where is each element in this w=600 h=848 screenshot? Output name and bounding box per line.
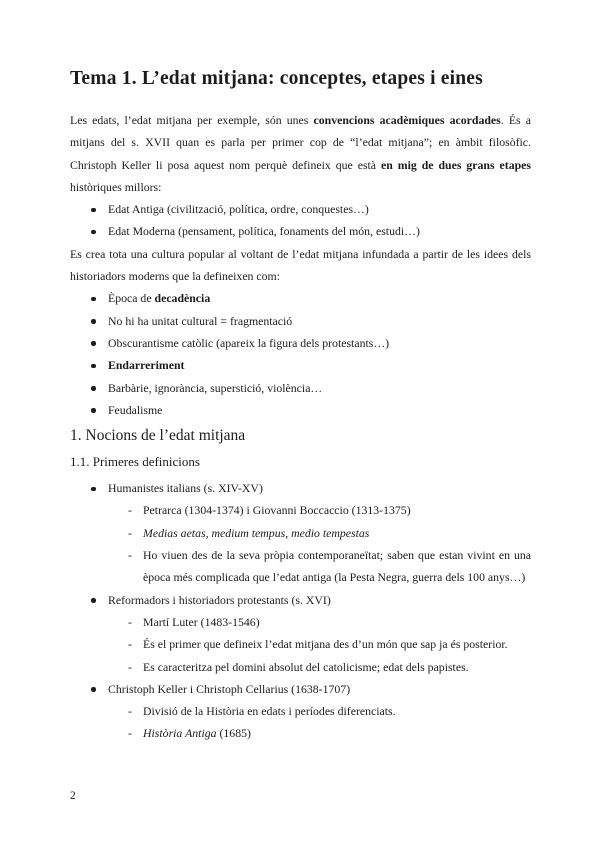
sub-item-divisio [108,700,531,722]
list-item-edat-antiga [70,198,531,220]
bullet-icon [91,364,96,369]
list-item-feudalisme [70,399,531,421]
bullet-icon [91,341,96,346]
sub-item-catolicisme [108,656,531,678]
subsection-heading: 1.1. Primeres definicions [70,454,200,470]
intro-run-bold: en mig de dues grans etapes [381,157,531,172]
bullet-icon [91,687,96,692]
list-item-text: No hi ha unitat cultural = fragmentació [108,313,293,328]
dash-icon: - [128,614,132,629]
dash-icon: - [128,548,132,563]
sub-item-text-italic: Història Antiga [143,726,217,741]
humanistes-sublist [108,499,531,588]
bullet-icon [91,386,96,391]
list-item-text: Època de [108,291,155,306]
intro-run: històriques millors: [70,179,162,194]
list-item-text: Obscurantisme catòlic (apareix la figura dels protestants…) [108,335,390,350]
list-item-text: Christoph Keller i Christoph Cellarius (1638-1707) [108,681,351,696]
list-item-text: Edat Moderna (pensament, política, fonaments del món, estudi…) [108,224,420,239]
list-item-edat-moderna [70,220,531,242]
bullet-icon [91,408,96,413]
sub-item-medias-aetas [108,522,531,544]
sub-item-text: Ho viuen des de la seva pròpia contemporaneïtat; saben que estan vivint en una època més complicada que l’edat antiga (la Pesta Negra, guerra dels 100 anys…) [143,548,531,585]
list-item-reformadors [70,589,531,678]
sub-item-text: És el primer que defineix l’edat mitjana des d’un món que sap ja és posterior. [143,637,508,652]
sub-item-historia-antiga [108,722,531,744]
sub-item-primer-defineix [108,633,531,655]
list-item-text-bold: decadència [154,291,211,306]
document-title: Tema 1. L’edat mitjana: conceptes, etapes i eines [70,68,483,89]
sub-item-text-italic: Medias aetas, medium tempus, medio tempestas [143,525,370,540]
dash-icon: - [128,525,132,540]
sub-item-petrarca [108,499,531,521]
sub-item-contemporaneitat [108,544,531,589]
list-item-text-bold: Endarreriment [108,358,185,373]
list-item-endarreriment [70,354,531,376]
bullet-icon [91,230,96,235]
list-item-text: Humanistes italians (s. XIV-XV) [108,481,263,496]
intro-run-bold: convencions acadèmiques acordades [313,113,501,127]
sub-item-text: Es caracteritza pel domini absolut del catolicisme; edat dels papistes. [143,659,469,674]
list-item-barbarie [70,377,531,399]
list-item-text: Barbàrie, ignorància, superstició, violència… [108,380,323,395]
bullet-icon [91,297,96,302]
sub-item-text: Petrarca (1304-1374) i Giovanni Boccaccio (1313-1375) [143,503,411,518]
bullet-icon [91,208,96,213]
epochs-list [70,198,531,243]
traits-list [70,287,531,421]
list-item-text: Edat Antiga (civilització, política, ordre, conquestes…) [108,202,369,217]
intro-run: Les edats, l’edat mitjana per exemple, són unes [70,113,314,127]
sub-item-text: Martí Luter (1483-1546) [143,614,260,629]
dash-icon: - [128,704,132,719]
sub-item-luter [108,611,531,633]
dash-icon: - [128,659,132,674]
keller-sublist [108,700,531,745]
list-item-text: Feudalisme [108,402,163,417]
intro-paragraph [70,109,531,198]
page-number: 2 [70,790,76,802]
list-item-text: Reformadors i historiadors protestants (s. XVI) [108,592,331,607]
document-content [70,66,531,745]
bullet-icon [91,598,96,603]
sub-item-text: Divisió de la Història en edats i períodes diferenciats. [143,704,396,719]
reformadors-sublist [108,611,531,678]
list-item-decadencia [70,287,531,309]
sub-item-text: (1685) [216,726,251,741]
dash-icon: - [128,503,132,518]
intro-run: . És a mitjans del s. XVII quan es parla per primer cop de “l’edat mitjana”; en àmbit filosòfic. Christoph Keller li posa aquest nom perquè defineix que està [70,113,532,172]
list-item-keller [70,678,531,745]
bullet-icon [91,487,96,492]
list-item-obscurantisme [70,332,531,354]
list-item-fragmentacio [70,310,531,332]
bullet-icon [91,319,96,324]
definitions-list [70,477,531,745]
section-heading: 1. Nocions de l’edat mitjana [70,427,246,445]
dash-icon: - [128,637,132,652]
list-item-humanistes [70,477,531,588]
culture-paragraph: Es crea tota una cultura popular al voltant de l’edat mitjana infundada a partir de les idees dels historiadors moderns que la defineixen com: [70,246,531,284]
dash-icon: - [128,726,132,741]
